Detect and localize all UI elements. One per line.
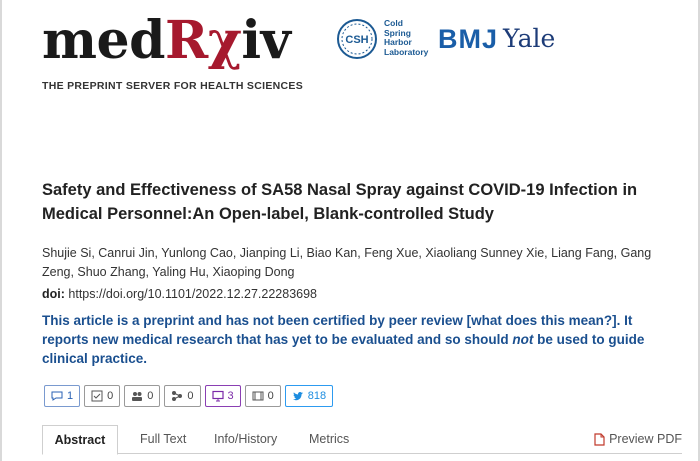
- comments-metric[interactable]: [44, 385, 80, 407]
- csh-line-4: Laboratory: [384, 46, 429, 57]
- tagline: THE PREPRINT SERVER FOR HEALTH SCIENCES: [42, 80, 304, 92]
- comments-count: 1: [67, 390, 74, 402]
- twitter-count: 818: [307, 390, 327, 402]
- medrxiv-logo[interactable]: [42, 10, 290, 72]
- tab-abstract[interactable]: Abstract: [42, 425, 118, 455]
- doi-link[interactable]: https://doi.org/10.1101/2022.12.27.22283698: [68, 287, 317, 301]
- monitor-icon: [212, 390, 224, 402]
- csh-line-1: Cold: [384, 18, 403, 28]
- logo-text-iv: iv: [241, 10, 291, 71]
- notice-text-1: This article is a preprint and has not been certified by peer review [what does this mean?]. It reports new medical research that has yet to be evaluated and so should: [42, 313, 633, 347]
- monitor-metric[interactable]: [205, 385, 241, 407]
- tab-full-text[interactable]: Full Text: [140, 432, 187, 446]
- checks-count: 0: [107, 390, 114, 402]
- pdf-file-icon: [594, 433, 605, 446]
- csh-line-2: Spring: [384, 27, 411, 38]
- csh-line-3: Harbor: [384, 37, 412, 47]
- logo-text-r: R: [164, 10, 208, 71]
- tab-info-history[interactable]: Info/History: [214, 432, 278, 446]
- checkbox-icon: [91, 390, 103, 402]
- twitter-bird-icon: [292, 390, 304, 402]
- notice-emphasis: not: [512, 332, 534, 347]
- altmetric-badges: [44, 385, 333, 407]
- bmj-logo[interactable]: BMJ: [438, 24, 499, 54]
- users-icon: [131, 390, 143, 402]
- groups-count: 0: [147, 390, 154, 402]
- author-list[interactable]: Shujie Si, Canrui Jin, Yunlong Cao, Jianping Li, Biao Kan, Feng Xue, Xiaoliang Sunney Xie, Liang Fang, Gang Zeng, Shuo Zhang, Yaling Hu, Xiaoping Dong: [42, 246, 652, 279]
- checks-metric[interactable]: [84, 385, 120, 407]
- article-tabs: [42, 425, 682, 454]
- logo-text-chi: χ: [207, 10, 242, 71]
- preview-pdf-link[interactable]: [594, 425, 682, 453]
- doi-label: doi:: [42, 287, 65, 301]
- network-icon: [171, 390, 183, 402]
- monitor-count: 3: [227, 390, 234, 402]
- media-metric[interactable]: [245, 385, 281, 407]
- logo-text-med: med: [42, 10, 165, 71]
- comment-bubble-icon: [51, 390, 63, 402]
- twitter-metric[interactable]: [285, 385, 333, 407]
- page-border-left: [0, 0, 2, 461]
- network-metric[interactable]: [164, 385, 200, 407]
- tab-metrics[interactable]: Metrics: [309, 432, 350, 446]
- media-count: 0: [267, 390, 274, 402]
- preprint-notice: [42, 311, 682, 368]
- groups-metric[interactable]: [124, 385, 160, 407]
- csh-wordmark[interactable]: [384, 19, 428, 57]
- yale-logo[interactable]: Yale: [503, 24, 556, 53]
- network-count: 0: [187, 390, 194, 402]
- article-title: Safety and Effectiveness of SA58 Nasal Spray against COVID-19 Infection in Medical Personnel:An Open-label, Blank-controlled Study: [42, 181, 638, 223]
- csh-seal-label: CSH: [345, 34, 369, 46]
- doi-line: [42, 287, 317, 301]
- notice-text-2: be used to guide clinical practice.: [42, 332, 645, 366]
- film-icon: [252, 390, 264, 402]
- csh-seal-icon[interactable]: [336, 18, 378, 60]
- preview-pdf-label: Preview PDF: [609, 432, 682, 446]
